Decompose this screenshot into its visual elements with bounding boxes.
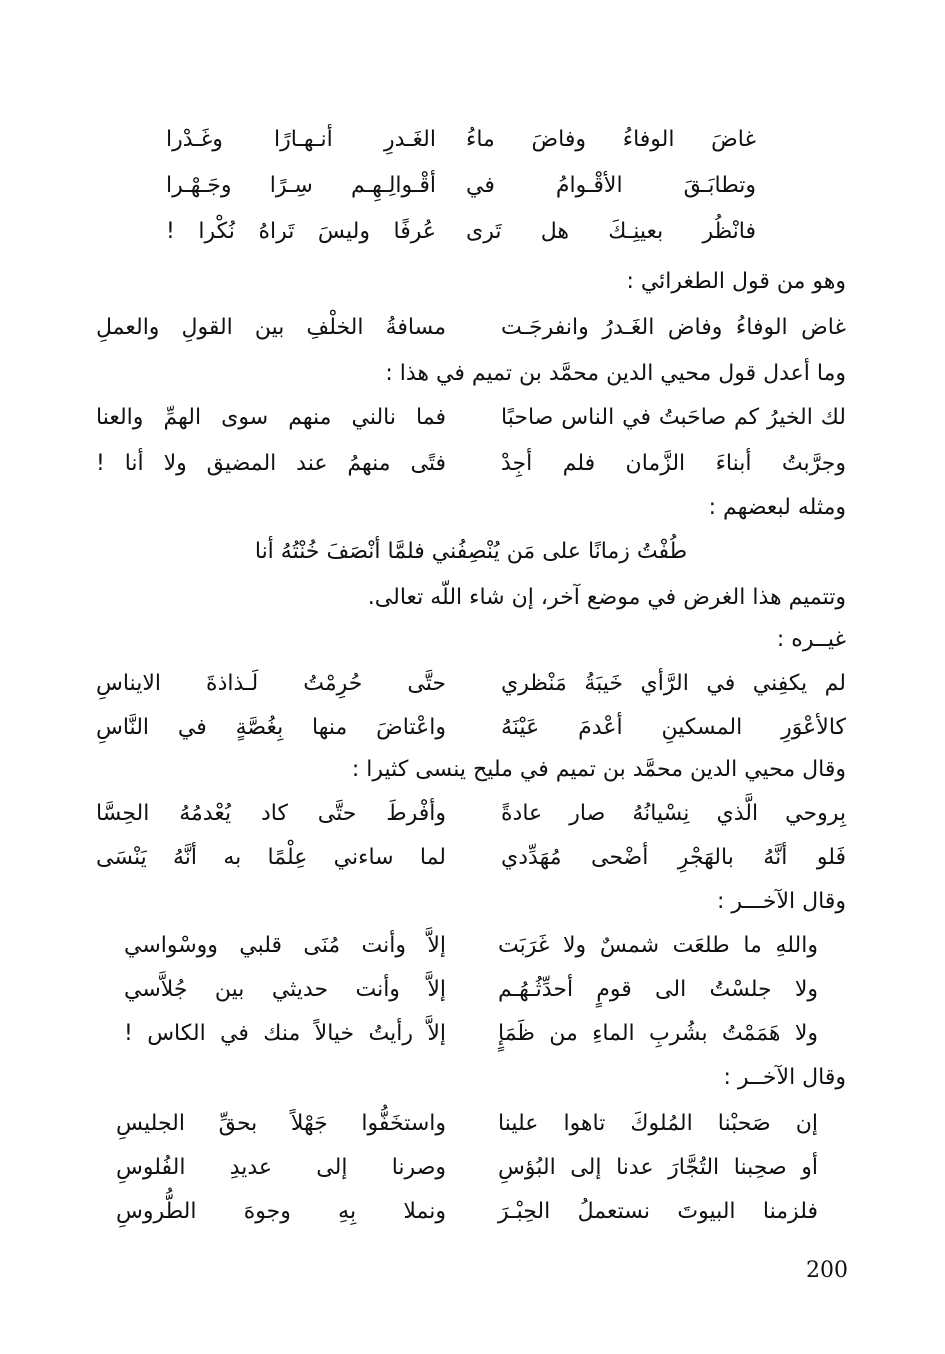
first-hemistich: لك الخيرُ كم صاحَبتُ في الناس صاحبًا <box>501 405 846 430</box>
intro-line: وقال الآخــر : <box>723 1065 846 1090</box>
second-hemistich: عُرفًا وليسَ تَراهُ نُكْرا ! <box>166 219 436 244</box>
verse-line <box>96 1148 846 1188</box>
verse-line <box>96 1014 846 1054</box>
first-hemistich: فلزمنا البيوتَ نستعملُ الحِبْـرَ <box>498 1199 818 1224</box>
second-hemistich: أقْـوالِـهِـم سِـرًا وجَـهْـرا <box>166 173 436 198</box>
second-hemistich: واعْتاضَ منها بِغُصَّةٍ في النَّاسِ <box>96 715 446 740</box>
first-hemistich: وتطابَـقَ الأقْـوامُ في <box>466 173 756 198</box>
second-hemistich: مسافةُ الخلْفِ بين القولِ والعملِ <box>96 315 446 340</box>
verse-line <box>96 664 846 704</box>
verse-line <box>96 166 846 206</box>
second-hemistich: فما نالني منهم سوى الهمِّ والعنا <box>96 405 446 430</box>
intro-line: وهو من قول الطغرائي : <box>626 269 846 294</box>
second-hemistich: وأفْرطَ حتَّى كاد يُعْدمُهُ الحِسَّا <box>96 801 446 826</box>
verse-line <box>96 794 846 834</box>
second-hemistich: واستخَفُّوا جَهْلاً بحقِّ الجليسِ <box>116 1111 446 1136</box>
verse-line <box>96 398 846 438</box>
first-hemistich: فَلو أنَّهُ بالهَجْرِ أضْحى مُهَدِّدي <box>501 845 846 870</box>
first-hemistich: فانْظُر بعينِـكَ هل تَرى <box>466 219 756 244</box>
intro-line: وما أعدل قول محيي الدين محمَّد بن تميم في هذا : <box>385 361 846 386</box>
note-line: وتتميم هذا الغرض في موضع آخر، إن شاء اللّه تعالى. <box>367 585 846 610</box>
first-hemistich: غاضَ الوفاءُ وفاضَ ماءُ <box>466 127 756 152</box>
first-hemistich: لم يكفِني في الرَّأي خَيبَةُ مَنْظري <box>501 671 846 696</box>
verse-line <box>96 308 846 348</box>
verse-line <box>96 970 846 1010</box>
single-verse: طُفْتُ زمانًا على مَن يُنْصِفُني فلمَّا أنْصَفَ خُنْتُهُ أنا <box>254 539 688 564</box>
first-hemistich: واللهِ ما طلعَت شمسٌ ولا غَرَبَت <box>498 933 818 958</box>
first-hemistich: غاض الوفاءُ وفاض الغَـدرُ وانفرجَـت <box>501 315 846 340</box>
intro-line: وقال محيي الدين محمَّد بن تميم في مليح ينسى كثيرا : <box>351 757 846 782</box>
second-hemistich: حتَّى حُرِمْتُ لَـذاذةَ الايناسِ <box>96 671 446 696</box>
page-number: 200 <box>806 1258 848 1283</box>
intro-line: وقال الآخـــر : <box>717 889 846 914</box>
verse-line <box>96 708 846 748</box>
second-hemistich: إلاَّ وأنت حديثي بين جُلاَّسي <box>124 977 446 1002</box>
first-hemistich: ولا جلسْتُ الى قومٍ أحدِّثُـهُـم <box>498 977 818 1002</box>
second-hemistich: الغَـدرِ أنـهـارًا وغَـدْرا <box>166 127 436 152</box>
first-hemistich: وجرَّبتُ أبناءَ الزَّمان فلم أجِدْ <box>501 451 846 476</box>
second-hemistich: وصرنا إلى عديدِ الفُلوسِ <box>116 1155 446 1180</box>
first-hemistich: بِروحي الَّذي نِسْيانُهُ صار عادةً <box>501 801 846 826</box>
first-hemistich: أو صحِبنا التُجَّارَ عدنا إلى البُؤسِ <box>498 1155 818 1180</box>
verse-line <box>96 120 846 160</box>
first-hemistich: كالأعْوَرِ المسكينِ أعْدمَ عَيْنَهُ <box>501 715 846 740</box>
second-hemistich: لما ساءني عِلْمًا به أنَّهُ يَنْسَى <box>96 845 446 870</box>
second-hemistich: إلاَّ رأيتُ خيالاً منك في الكاس ! <box>124 1021 446 1046</box>
verse-line <box>96 1192 846 1232</box>
second-hemistich: فتًى منهمُ عند المضيق ولا أنا ! <box>96 451 446 476</box>
verse-line <box>96 1104 846 1144</box>
first-hemistich: إن صَحبْنا المُلوكَ تاهوا علينا <box>498 1111 818 1136</box>
intro-line: غيــره : <box>776 627 846 652</box>
verse-line <box>96 212 846 252</box>
verse-line <box>96 838 846 878</box>
verse-line <box>96 926 846 966</box>
second-hemistich: إلاَّ وأنت مُنَى قلبي ووسْواسي <box>124 933 446 958</box>
verse-line <box>96 444 846 484</box>
intro-line: ومثله لبعضهم : <box>708 495 846 520</box>
second-hemistich: ونملا بِهِ وجوهَ الطُّروسِ <box>116 1199 446 1224</box>
first-hemistich: ولا هَمَمْتُ بشُربِ الماءِ من ظَمَإٍ <box>498 1021 818 1046</box>
